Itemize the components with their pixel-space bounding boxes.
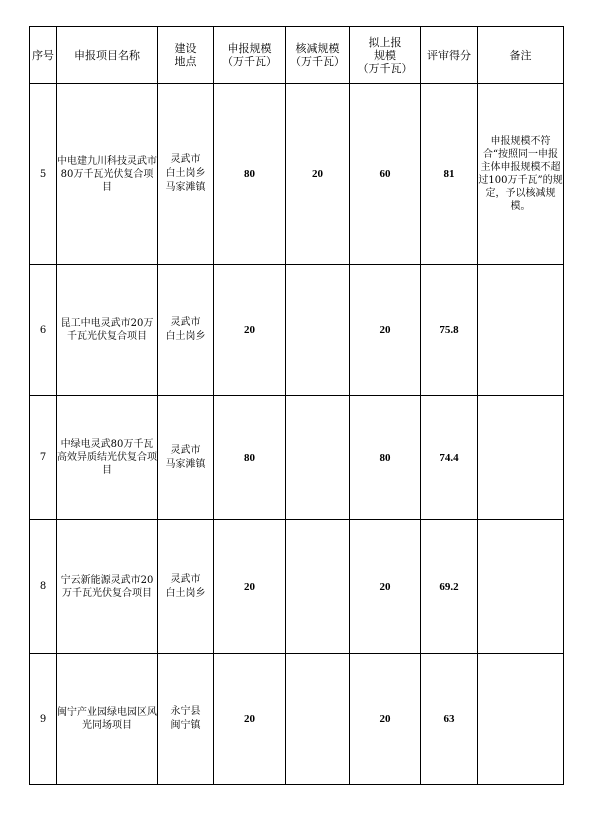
- row-reduced: [286, 520, 350, 654]
- row-note: [478, 520, 564, 654]
- table-row: [30, 396, 564, 520]
- row-seq: 9: [30, 654, 57, 785]
- row-declared: 20: [214, 520, 286, 654]
- row-project-name: 宁云新能源灵武市20万千瓦光伏复合项目: [57, 520, 158, 654]
- row-reduced: [286, 265, 350, 396]
- row-declared: 20: [214, 654, 286, 785]
- row-project-name: 闽宁产业园绿电园区风光同场项目: [57, 654, 158, 785]
- project-review-table: [29, 26, 564, 785]
- header-location: 建设 地点: [158, 27, 214, 84]
- row-location: 灵武市 白土岗乡: [158, 520, 214, 654]
- header-reduced: 核减规模 （万千瓦）: [286, 27, 350, 84]
- row-note: [478, 265, 564, 396]
- header-name: 申报项目名称: [57, 27, 158, 84]
- row-note: [478, 654, 564, 785]
- row-score: 63: [421, 654, 478, 785]
- row-seq: 7: [30, 396, 57, 520]
- header-seq: 序号: [30, 27, 57, 84]
- row-note: [478, 396, 564, 520]
- row-reduced: 20: [286, 84, 350, 265]
- row-project-name: 中绿电灵武80万千瓦高效异质结光伏复合项目: [57, 396, 158, 520]
- row-reduced: [286, 396, 350, 520]
- header-proposed: 拟上报 规模 （万千瓦）: [350, 27, 421, 84]
- header-note: 备注: [478, 27, 564, 84]
- row-location: 永宁县 闽宁镇: [158, 654, 214, 785]
- row-project-name: 昆工中电灵武市20万千瓦光伏复合项目: [57, 265, 158, 396]
- row-declared: 80: [214, 84, 286, 265]
- header-declared: 申报规模 （万千瓦）: [214, 27, 286, 84]
- table-row: [30, 654, 564, 785]
- row-reduced: [286, 654, 350, 785]
- table-row: [30, 84, 564, 265]
- row-proposed: 20: [350, 265, 421, 396]
- row-location: 灵武市 马家滩镇: [158, 396, 214, 520]
- header-score: 评审得分: [421, 27, 478, 84]
- row-note: 申报规模不符合“按照同一申报主体申报规模不超过100万千瓦”的规定，予以核减规模。: [478, 84, 564, 265]
- row-seq: 6: [30, 265, 57, 396]
- row-proposed: 60: [350, 84, 421, 265]
- row-declared: 80: [214, 396, 286, 520]
- table-header-row: [30, 27, 564, 84]
- row-proposed: 20: [350, 654, 421, 785]
- row-score: 74.4: [421, 396, 478, 520]
- row-seq: 8: [30, 520, 57, 654]
- row-score: 81: [421, 84, 478, 265]
- row-score: 75.8: [421, 265, 478, 396]
- row-proposed: 80: [350, 396, 421, 520]
- row-location: 灵武市 白土岗乡 马家滩镇: [158, 84, 214, 265]
- row-declared: 20: [214, 265, 286, 396]
- row-location: 灵武市 白土岗乡: [158, 265, 214, 396]
- row-seq: 5: [30, 84, 57, 265]
- row-proposed: 20: [350, 520, 421, 654]
- row-score: 69.2: [421, 520, 478, 654]
- table-row: [30, 520, 564, 654]
- row-project-name: 中电建九川科技灵武市80万千瓦光伏复合项目: [57, 84, 158, 265]
- table-row: [30, 265, 564, 396]
